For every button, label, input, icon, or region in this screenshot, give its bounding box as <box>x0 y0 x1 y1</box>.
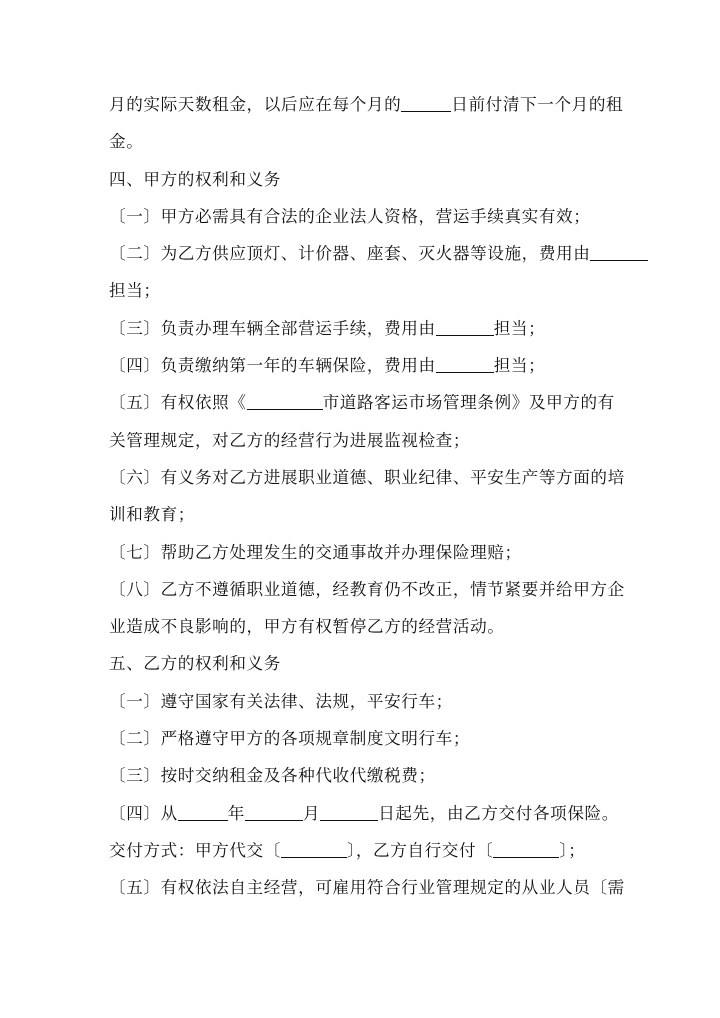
text-line-18: 〔二〕严格遵守甲方的各项规章制度文明行车； <box>109 729 471 749</box>
blank-field <box>178 804 228 821</box>
text-line-17: 〔一〕遵守国家有关法律、法规，平安行车； <box>109 691 453 711</box>
text-line-7: 〔三〕负责办理车辆全部营运手续，费用由 担当； <box>109 318 546 338</box>
text-line-11: 〔六〕有义务对乙方进展职业道德、职业纪律、平安生产等方面的培 <box>109 467 625 487</box>
text-line-20: 〔四〕从 年 月 日起先，由乙方交付各项保险。 <box>109 803 619 823</box>
section-heading-4: 四、甲方的权利和义务 <box>109 169 281 189</box>
text-line-2: 金。 <box>109 132 144 152</box>
text-line-22: 〔五〕有权依法自主经营，可雇用符合行业管理规定的从业人员〔需 <box>109 878 625 898</box>
blank-field <box>247 393 323 410</box>
text-line-13: 〔七〕帮助乙方处理发生的交通事故并办理保险理赔； <box>109 542 522 562</box>
text-line-10: 关管理规定，对乙方的经营行为进展监视检查； <box>109 430 471 450</box>
text-line-8: 〔四〕负责缴纳第一年的车辆保险，费用由 担当； <box>109 356 546 376</box>
text-line-5: 〔二〕为乙方供应顶灯、计价器、座套、灭火器等设施，费用由 <box>109 235 629 272</box>
blank-field <box>281 841 347 858</box>
text-line-14: 〔八〕乙方不遵循职业道德，经教育仍不改正，情节紧要并给甲方企 <box>109 579 625 599</box>
blank-field <box>590 244 648 261</box>
text-line-4: 〔一〕甲方必需具有合法的企业法人资格，营运手续真实有效； <box>109 206 591 226</box>
text-line-6: 担当； <box>109 281 161 301</box>
text-line-12: 训和教育； <box>109 505 195 525</box>
text-line-15: 业造成不良影响的，甲方有权暂停乙方的经营活动。 <box>109 617 505 637</box>
text-line-21: 交付方式：甲方代交〔 〕，乙方自行交付〔 〕； <box>109 840 586 860</box>
blank-field <box>436 356 494 373</box>
section-heading-5: 五、乙方的权利和义务 <box>109 654 281 674</box>
text-line-19: 〔三〕按时交纳租金及各种代收代缴税费； <box>109 766 436 786</box>
blank-field <box>493 841 559 858</box>
document-page <box>109 86 629 907</box>
text-line-9: 〔五〕有权依照《 市道路客运市场管理条例》及甲方的有 <box>109 393 615 413</box>
blank-field <box>436 319 494 336</box>
blank-field <box>401 95 451 112</box>
text-line-1: 月的实际天数租金，以后应在每个月的 日前付清下一个月的租 <box>109 95 624 114</box>
blank-field <box>245 804 303 821</box>
blank-field <box>320 804 378 821</box>
